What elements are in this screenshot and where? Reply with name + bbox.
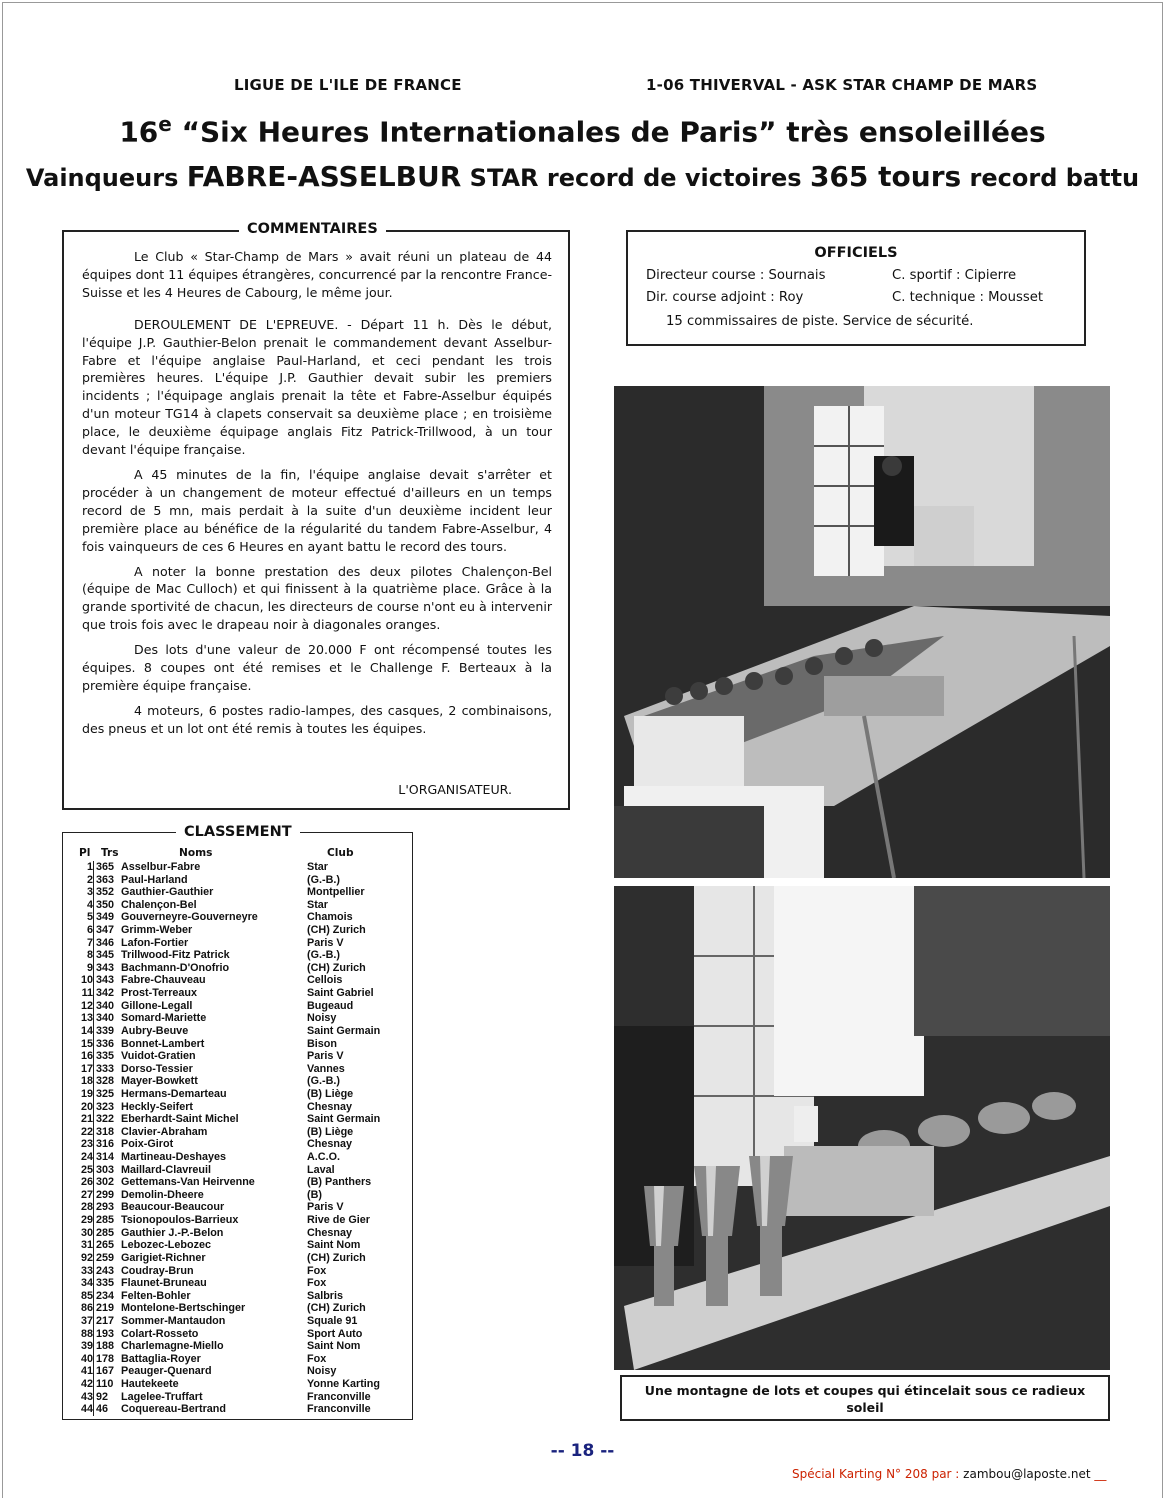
classement-rank: 30	[80, 1226, 93, 1239]
classement-row	[63, 886, 412, 899]
classement-club: (CH) Zurich	[307, 961, 366, 974]
classement-row	[63, 1403, 412, 1416]
classement-rank: 20	[80, 1100, 93, 1113]
classement-laps: 323	[93, 1101, 123, 1114]
photo-trophies	[614, 886, 1110, 1370]
classement-club: Star	[307, 898, 329, 911]
headline	[0, 112, 1165, 148]
classement-club: Chesnay	[307, 1138, 353, 1151]
photo-trophies-image	[614, 886, 1110, 1370]
classement-team: Aubry-Beuve	[121, 1024, 189, 1037]
classement-team: Trillwood-Fitz Patrick	[121, 949, 230, 962]
subheadline-part: STAR record de victoires	[461, 164, 810, 192]
classement-laps: 110	[93, 1378, 123, 1391]
classement-row	[63, 1088, 412, 1101]
classement-laps: 365	[93, 861, 123, 874]
classement-club: Laval	[307, 1163, 335, 1176]
classement-row	[63, 974, 412, 987]
commentaires-text	[82, 248, 552, 745]
classement-team: Lebozec-Lebozec	[121, 1239, 211, 1252]
col-header-pl: Pl	[79, 847, 91, 859]
classement-row	[63, 1340, 412, 1353]
classement-club: Franconville	[307, 1403, 371, 1416]
classement-row	[63, 1353, 412, 1366]
classement-club: Bison	[307, 1037, 337, 1050]
classement-laps: 167	[93, 1365, 123, 1378]
classement-rank: 14	[80, 1024, 93, 1037]
classement-laps: 314	[93, 1151, 123, 1164]
classement-rank: 26	[80, 1176, 93, 1189]
classement-club: (B)	[307, 1188, 322, 1201]
classement-laps: 285	[93, 1227, 123, 1240]
classement-team: Dorso-Tessier	[121, 1062, 193, 1075]
classement-box	[62, 824, 413, 1420]
classement-club: (CH) Zurich	[307, 1251, 366, 1264]
official-entry: Directeur course : Sournais	[646, 268, 826, 283]
classement-row	[63, 861, 412, 874]
classement-rank: 11	[81, 987, 93, 1000]
classement-team: Sommer-Mantaudon	[121, 1314, 226, 1327]
officiels-row	[646, 268, 1017, 283]
classement-team: Coudray-Brun	[121, 1264, 194, 1277]
classement-club: (B) Liège	[307, 1087, 354, 1100]
classement-club: Squale 91	[307, 1314, 358, 1327]
classement-laps: 363	[93, 874, 123, 887]
classement-row	[63, 949, 412, 962]
classement-rank: 21	[80, 1113, 93, 1126]
classement-laps: 335	[93, 1277, 123, 1290]
classement-row	[63, 1126, 412, 1139]
classement-team: Montelone-Bertschinger	[121, 1302, 246, 1315]
classement-club: Paris V	[307, 1050, 344, 1063]
classement-rank: 5	[86, 911, 93, 924]
classement-rank: 37	[80, 1314, 93, 1327]
classement-laps: 188	[93, 1340, 123, 1353]
classement-rank: 27	[80, 1188, 93, 1201]
classement-team: Lafon-Fortier	[121, 936, 189, 949]
classement-row	[63, 1290, 412, 1303]
classement-club: Fox	[307, 1352, 327, 1365]
classement-team: Grimm-Weber	[121, 924, 193, 937]
classement-laps: 316	[93, 1138, 123, 1151]
classement-team: Gillone-Legall	[121, 999, 193, 1012]
classement-laps: 259	[93, 1252, 123, 1265]
classement-club: Fox	[307, 1264, 327, 1277]
classement-row	[63, 1164, 412, 1177]
classement-row	[63, 1214, 412, 1227]
photo-caption: Une montagne de lots et coupes qui étincelait sous ce radieux soleil	[620, 1375, 1110, 1421]
footer-email: zambou@laposte.net	[963, 1467, 1091, 1481]
classement-team: Asselbur-Fabre	[121, 861, 201, 873]
officiels-row: 15 commissaires de piste. Service de sécurité.	[666, 314, 974, 329]
classement-club: Chesnay	[307, 1100, 353, 1113]
officiels-title: OFFICIELS	[814, 245, 898, 261]
classement-row	[63, 1277, 412, 1290]
classement-rank: 25	[80, 1163, 93, 1176]
footer-trail: __	[1094, 1467, 1107, 1481]
classement-rank: 43	[80, 1390, 93, 1403]
classement-row	[63, 1038, 412, 1051]
classement-rank: 12	[80, 999, 93, 1012]
classement-club: Cellois	[307, 974, 343, 987]
classement-team: Eberhardt-Saint Michel	[121, 1113, 239, 1126]
classement-rank: 3	[86, 886, 93, 899]
commentaires-title: COMMENTAIRES	[239, 221, 386, 237]
paragraph: DEROULEMENT DE L'EPREUVE. - Départ 11 h. Dès le début, l'équipe J.P. Gauthier-Belon prenait le commandement devant Asselbur-Fabre et l'équipe anglaise Paul-Harland, et ceci pendant les trois premières heures. L'équipe J.P. Gauthier devait subir les premiers incidents ; l'équipage anglais prenait la tête et Fabre-Asselbur équipés d'un moteur TG14 à clapets conservait sa deuxième place ; en troisième place, le deuxième équipage anglais Fitz Patrick-Trillwood, à un tour devant l'équipe française.	[82, 316, 552, 458]
classement-laps: 92	[93, 1391, 123, 1404]
classement-row	[63, 911, 412, 924]
classement-row	[63, 1315, 412, 1328]
classement-laps: 299	[93, 1189, 123, 1202]
footer-label: Spécial Karting N° 208 par :	[792, 1467, 960, 1481]
classement-club: Montpellier	[307, 886, 365, 899]
paragraph: A noter la bonne prestation des deux pilotes Chalençon-Bel (équipe de Mac Culloch) et qui finissent à la quatrième place. Grâce à la grande sportivité de chacun, les directeurs de course n'ont eu à intervenir que trois fois avec le drapeau noir à diagonales oranges.	[82, 563, 552, 633]
classement-club: Franconville	[307, 1390, 371, 1403]
subheadline-part: record battu	[961, 164, 1140, 192]
classement-team: Bonnet-Lambert	[121, 1037, 205, 1050]
classement-rank: 86	[80, 1302, 93, 1315]
classement-row	[63, 1151, 412, 1164]
classement-laps: 339	[93, 1025, 123, 1038]
classement-row	[63, 937, 412, 950]
classement-club: (G.-B.)	[307, 1075, 340, 1088]
col-header-club: Club	[327, 847, 354, 859]
subheadline	[0, 160, 1165, 193]
classement-rank: 16	[80, 1050, 93, 1063]
headline-main: “Six Heures Internationales de Paris” très ensoleillées	[181, 115, 1046, 149]
classement-row	[63, 1265, 412, 1278]
classement-club: A.C.O.	[307, 1151, 340, 1164]
classement-rank: 39	[80, 1340, 93, 1353]
officiels-box	[626, 230, 1086, 346]
classement-row	[63, 1176, 412, 1189]
classement-rank: 23	[80, 1138, 93, 1151]
classement-team: Demolin-Dheere	[121, 1188, 204, 1201]
classement-club: Chamois	[307, 911, 353, 924]
classement-laps: 328	[93, 1075, 123, 1088]
classement-club: (G.-B.)	[307, 949, 340, 962]
classement-rank: 1	[86, 861, 93, 873]
classement-rank: 34	[80, 1277, 93, 1290]
classement-rank: 10	[80, 974, 93, 987]
classement-rank: 7	[86, 936, 93, 949]
classement-row	[63, 1101, 412, 1114]
classement-laps: 349	[93, 911, 123, 924]
classement-team: Bachmann-D'Onofrio	[121, 961, 230, 974]
commentaires-box	[62, 221, 570, 810]
classement-team: Prost-Terreaux	[121, 987, 198, 1000]
classement-row	[63, 874, 412, 887]
classement-row	[63, 1201, 412, 1214]
classement-team: Fabre-Chauveau	[121, 974, 206, 987]
laps-count: 365 tours	[809, 160, 962, 193]
classement-team: Paul-Harland	[121, 873, 188, 886]
classement-team: Chalençon-Bel	[121, 898, 197, 911]
signature: L'ORGANISATEUR.	[398, 782, 512, 797]
classement-club: Salbris	[307, 1289, 344, 1302]
classement-team: Clavier-Abraham	[121, 1125, 208, 1138]
classement-row	[63, 924, 412, 937]
classement-team: Battaglia-Royer	[121, 1352, 201, 1365]
classement-laps: 350	[93, 899, 123, 912]
classement-club: Sport Auto	[307, 1327, 363, 1340]
classement-club: Vannes	[307, 1062, 345, 1075]
classement-laps: 352	[93, 886, 123, 899]
classement-club: Noisy	[307, 1365, 337, 1378]
classement-club: (B) Panthers	[307, 1176, 372, 1189]
classement-rank: 41	[80, 1365, 93, 1378]
classement-club: Bugeaud	[307, 999, 354, 1012]
classement-rank: 18	[80, 1075, 93, 1088]
classement-laps: 335	[93, 1050, 123, 1063]
classement-team: Somard-Mariette	[121, 1012, 207, 1025]
classement-club: Star	[307, 861, 329, 873]
classement-rank: 29	[80, 1214, 93, 1227]
classement-rank: 88	[80, 1327, 93, 1340]
classement-laps: 285	[93, 1214, 123, 1227]
classement-club: Paris V	[307, 1201, 344, 1214]
classement-team: Lagelee-Truffart	[121, 1390, 203, 1403]
official-entry: Dir. course adjoint : Roy	[646, 290, 804, 305]
classement-team: Martineau-Deshayes	[121, 1151, 227, 1164]
classement-team: Colart-Rosseto	[121, 1327, 199, 1340]
paragraph: Le Club « Star-Champ de Mars » avait réuni un plateau de 44 équipes dont 11 équipes étrangères, concurrencé par la rencontre France-Suisse et les 4 Heures de Cabourg, le même jour.	[82, 249, 552, 300]
classement-laps: 303	[93, 1164, 123, 1177]
classement-laps: 333	[93, 1063, 123, 1076]
paragraph: 4 moteurs, 6 postes radio-lampes, des casques, 2 combinaisons, des pneus et un lot ont été remis à toutes les équipes.	[82, 702, 552, 736]
classement-club: Saint Germain	[307, 1113, 381, 1126]
classement-rank: 4	[86, 898, 93, 911]
classement-team: Gauthier J.-P.-Belon	[121, 1226, 224, 1239]
classement-rows	[63, 861, 412, 1416]
classement-team: Hermans-Demarteau	[121, 1087, 227, 1100]
classement-team: Gettemans-Van Heirvenne	[121, 1176, 255, 1189]
classement-row	[63, 1302, 412, 1315]
classement-club: Saint Germain	[307, 1024, 381, 1037]
classement-club: Saint Nom	[307, 1340, 361, 1353]
photo-prize-table-image	[614, 386, 1110, 878]
classement-laps: 217	[93, 1315, 123, 1328]
classement-laps: 265	[93, 1239, 123, 1252]
classement-laps: 234	[93, 1290, 123, 1303]
classement-row	[63, 1227, 412, 1240]
paragraph: Des lots d'une valeur de 20.000 F ont récompensé toutes les équipes. 8 coupes ont été remises et le Challenge F. Berteaux à la première équipe française.	[82, 642, 552, 693]
classement-team: Gauthier-Gauthier	[121, 886, 214, 899]
classement-team: Maillard-Clavreuil	[121, 1163, 212, 1176]
subheadline-part: Vainqueurs	[25, 164, 187, 192]
classement-laps: 345	[93, 949, 123, 962]
classement-row	[63, 1365, 412, 1378]
classement-title: CLASSEMENT	[176, 824, 300, 840]
winners-name: FABRE-ASSELBUR	[186, 160, 462, 193]
classement-row	[63, 1328, 412, 1341]
classement-club: Yonne Karting	[307, 1377, 380, 1390]
classement-row	[63, 1050, 412, 1063]
page-number: -- 18 --	[550, 1441, 615, 1461]
classement-team: Tsionopoulos-Barrieux	[121, 1214, 239, 1227]
classement-laps: 243	[93, 1265, 123, 1278]
classement-rank: 17	[80, 1062, 93, 1075]
classement-club: (B) Liège	[307, 1125, 354, 1138]
classement-laps: 336	[93, 1038, 123, 1051]
classement-club: (G.-B.)	[307, 873, 340, 886]
paragraph: A 45 minutes de la fin, l'équipe anglaise devait s'arrêter et procéder à un changement de moteur effectué d'ailleurs en un temps record de 5 mn, mais perdait à la suite d'un deuxième incident leur première place au bénéfice de la régularité du tandem Fabre-Asselbur, 4 fois vainqueurs de ces 6 Heures en ayant battu le record des tours.	[82, 466, 552, 554]
classement-laps: 318	[93, 1126, 123, 1139]
photo-prize-table	[614, 386, 1110, 878]
classement-rank: 28	[80, 1201, 93, 1214]
header-event: 1-06 THIVERVAL - ASK STAR CHAMP DE MARS	[646, 76, 1038, 94]
classement-team: Gouverneyre-Gouverneyre	[121, 911, 258, 924]
classement-row	[63, 1378, 412, 1391]
classement-club: Saint Gabriel	[307, 987, 374, 1000]
classement-team: Heckly-Seifert	[121, 1100, 194, 1113]
classement-row	[63, 1391, 412, 1404]
classement-club: Chesnay	[307, 1226, 353, 1239]
classement-row	[63, 1012, 412, 1025]
header-league: LIGUE DE L'ILE DE FRANCE	[234, 76, 462, 94]
classement-laps: 340	[93, 1000, 123, 1013]
classement-rank: 31	[80, 1239, 93, 1252]
classement-team: Coquereau-Bertrand	[121, 1403, 226, 1416]
classement-row	[63, 987, 412, 1000]
classement-team: Flaunet-Bruneau	[121, 1277, 207, 1290]
classement-rank: 92	[80, 1251, 93, 1264]
classement-club: (CH) Zurich	[307, 1302, 366, 1315]
classement-team: Poix-Girot	[121, 1138, 174, 1151]
classement-row	[63, 1025, 412, 1038]
classement-team: Garigiet-Richner	[121, 1251, 206, 1264]
official-entry: C. sportif : Cipierre	[892, 268, 1017, 283]
classement-laps: 302	[93, 1176, 123, 1189]
classement-rank: 33	[80, 1264, 93, 1277]
classement-row	[63, 1138, 412, 1151]
classement-team: Vuidot-Gratien	[121, 1050, 196, 1063]
classement-laps: 219	[93, 1302, 123, 1315]
classement-row	[63, 1075, 412, 1088]
classement-rank: 8	[86, 949, 93, 962]
col-header-trs: Trs	[101, 847, 119, 859]
headline-edition: 16	[119, 115, 159, 149]
classement-row	[63, 1063, 412, 1076]
headline-edition-suffix: e	[158, 112, 172, 136]
classement-team: Beaucour-Beaucour	[121, 1201, 225, 1214]
classement-laps: 293	[93, 1201, 123, 1214]
classement-laps: 342	[93, 987, 123, 1000]
classement-laps: 340	[93, 1012, 123, 1025]
classement-rank: 22	[80, 1125, 93, 1138]
official-entry: C. technique : Mousset	[892, 290, 1044, 305]
classement-rank: 19	[80, 1087, 93, 1100]
classement-laps: 178	[93, 1353, 123, 1366]
classement-row	[63, 1000, 412, 1013]
classement-rank: 44	[80, 1403, 93, 1416]
classement-row	[63, 1239, 412, 1252]
classement-club: Fox	[307, 1277, 327, 1290]
classement-rank: 6	[86, 924, 93, 937]
classement-club: (CH) Zurich	[307, 924, 366, 937]
classement-laps: 322	[93, 1113, 123, 1126]
classement-laps: 346	[93, 937, 123, 950]
classement-team: Felten-Bohler	[121, 1289, 191, 1302]
classement-laps: 343	[93, 974, 123, 987]
officiels-row	[646, 290, 1044, 305]
classement-rank: 24	[80, 1151, 93, 1164]
classement-laps: 46	[93, 1403, 123, 1416]
classement-rank: 13	[80, 1012, 93, 1025]
classement-rank: 42	[80, 1377, 93, 1390]
classement-row	[63, 962, 412, 975]
classement-row	[63, 899, 412, 912]
classement-club: Noisy	[307, 1012, 337, 1025]
classement-club: Rive de Gier	[307, 1214, 371, 1227]
classement-rank: 2	[86, 873, 93, 886]
classement-team: Mayer-Bowkett	[121, 1075, 198, 1088]
col-header-noms: Noms	[179, 847, 213, 859]
classement-laps: 347	[93, 924, 123, 937]
classement-laps: 193	[93, 1328, 123, 1341]
classement-club: Saint Nom	[307, 1239, 361, 1252]
classement-rank: 85	[80, 1289, 93, 1302]
classement-team: Charlemagne-Miello	[121, 1340, 224, 1353]
footer-credit	[792, 1467, 1106, 1481]
classement-rank: 40	[80, 1352, 93, 1365]
classement-row	[63, 1113, 412, 1126]
classement-laps: 343	[93, 962, 123, 975]
classement-club: Paris V	[307, 936, 344, 949]
classement-team: Hautekeete	[121, 1377, 179, 1390]
classement-team: Peauger-Quenard	[121, 1365, 212, 1378]
classement-rank: 9	[86, 961, 93, 974]
classement-laps: 325	[93, 1088, 123, 1101]
classement-row	[63, 1189, 412, 1202]
classement-rank: 15	[80, 1037, 93, 1050]
classement-row	[63, 1252, 412, 1265]
